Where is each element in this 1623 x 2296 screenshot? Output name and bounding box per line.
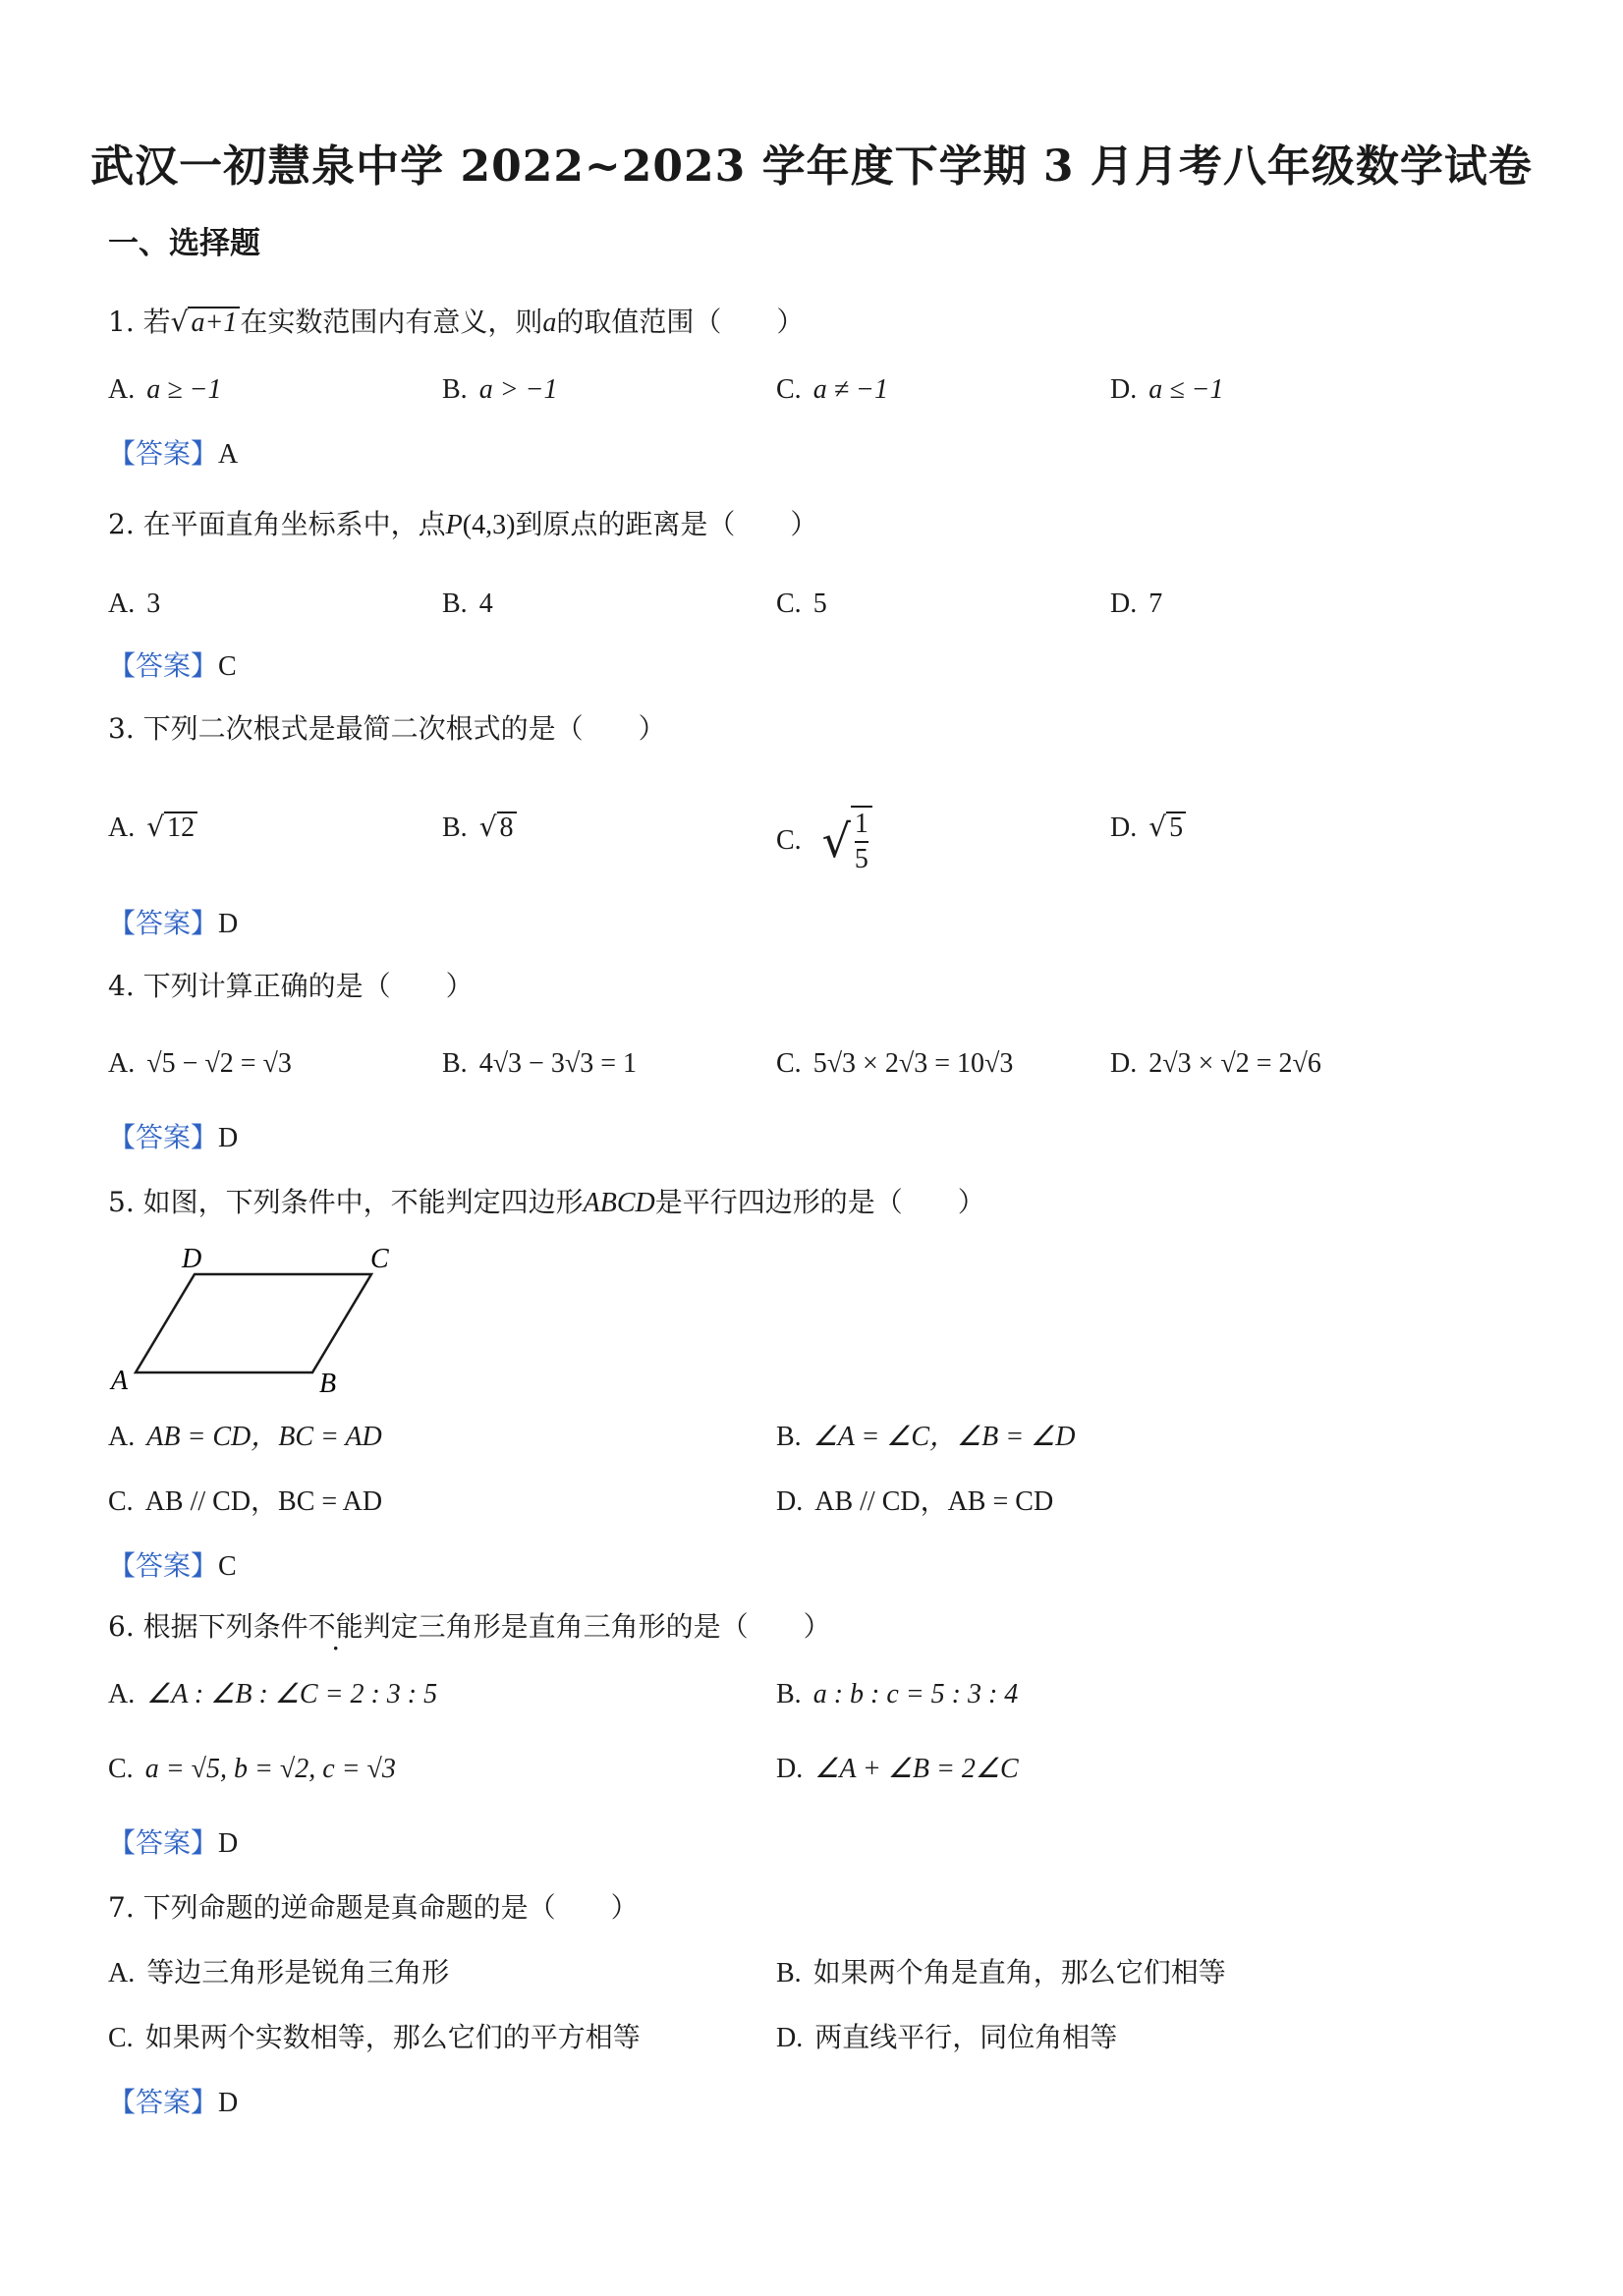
question-number: 6. (108, 1610, 135, 1643)
q5-option-d: D. AB // CD，AB = CD (776, 1486, 1054, 1517)
question-3: 3. 下列二次根式是最简二次根式的是（ ） (108, 712, 666, 745)
q2-option-a: A. 3 (108, 588, 161, 619)
q1-option-c: C. a ≠ −1 (776, 374, 888, 405)
q3-option-d: D. √ 5 (1110, 806, 1186, 850)
question-text: 若 (142, 306, 171, 338)
q2-answer: 【答案】C (108, 649, 237, 682)
q4-option-b: B. 4√3 − 3√3 = 1 (442, 1048, 638, 1079)
q6-answer: 【答案】D (108, 1826, 239, 1859)
q7-option-c: C. 如果两个实数相等，那么它们的平方相等 (108, 2021, 641, 2053)
q7-option-b: B. 如果两个角是直角，那么它们相等 (776, 1956, 1226, 1988)
question-number: 1. (108, 306, 135, 338)
q2-option-b: B. 4 (442, 588, 493, 619)
q4-answer: 【答案】D (108, 1121, 239, 1153)
q5-option-a: A. AB = CD，BC = AD (108, 1422, 382, 1452)
vertex-label-b: B (319, 1369, 337, 1397)
q6-option-d: D. ∠A + ∠B = 2∠C (776, 1754, 1019, 1784)
q1-answer: 【答案】A (108, 437, 239, 470)
q2-option-c: C. 5 (776, 588, 827, 619)
page-title: 武汉一初慧泉中学 2022~2023 学年度下学期 3 月月考八年级数学试卷 (90, 141, 1533, 192)
question-number: 7. (108, 1891, 135, 1924)
emphasis-text: 不能 (308, 1610, 364, 1643)
vertex-label-d: D (182, 1244, 202, 1274)
q6-option-b: B. a : b : c = 5 : 3 : 4 (776, 1679, 1019, 1709)
question-text: 的取值范围（ ） (556, 306, 805, 338)
question-4: 4. 下列计算正确的是（ ） (108, 970, 474, 1002)
question-number: 5. (108, 1186, 135, 1218)
q6-option-c: C. a = √5, b = √2, c = √3 (108, 1754, 396, 1784)
q1-option-b: B. a > −1 (442, 374, 558, 405)
q1-option-a: A. a ≥ −1 (108, 374, 222, 405)
radicand: a+1 (188, 307, 240, 339)
question-text: 在实数范围内有意义，则 (240, 306, 543, 338)
q7-option-a: A. 等边三角形是锐角三角形 (108, 1956, 450, 1988)
radical-sign: √ (170, 306, 189, 338)
q6-option-a: A. ∠A : ∠B : ∠C = 2 : 3 : 5 (108, 1679, 438, 1709)
q5-option-b: B. ∠A = ∠C，∠B = ∠D (776, 1422, 1076, 1452)
question-5: 5. 如图，下列条件中，不能判定四边形ABCD是平行四边形的是（ ） (108, 1186, 985, 1218)
q5-option-c: C. AB // CD，BC = AD (108, 1486, 383, 1517)
q5-answer: 【答案】C (108, 1549, 237, 1582)
q4-option-d: D. 2√3 × √2 = 2√6 (1110, 1048, 1321, 1079)
q2-option-d: D. 7 (1110, 588, 1163, 619)
fraction: $\frac{1}{5}$ (851, 806, 872, 876)
q3-option-a: A. √ 12 (108, 806, 197, 850)
question-1 (108, 303, 804, 343)
parallelogram-figure (103, 1240, 418, 1397)
question-number: 3. (108, 712, 135, 745)
vertex-label-a: A (111, 1366, 129, 1396)
vertex-label-c: C (370, 1244, 389, 1274)
question-2: 2. 在平面直角坐标系中，点P(4,3)到原点的距离是（ ） (108, 508, 818, 540)
q7-answer: 【答案】D (108, 2086, 239, 2118)
q3-answer: 【答案】D (108, 907, 239, 939)
question-number: 4. (108, 970, 135, 1002)
section-heading-choice: 一、选择题 (108, 226, 260, 261)
q3-option-b: B. √ 8 (442, 806, 517, 850)
q3-option-c: C. √ $\frac{1}{5}$ (776, 806, 872, 876)
parallelogram-shape (136, 1274, 371, 1372)
question-7: 7. 下列命题的逆命题是真命题的是（ ） (108, 1891, 639, 1924)
q4-option-a: A. √5 − √2 = √3 (108, 1048, 292, 1079)
question-6: 6. 根据下列条件不能判定三角形是直角三角形的是（ ） (108, 1610, 831, 1643)
question-number: 2. (108, 508, 135, 540)
q7-option-d: D. 两直线平行，同位角相等 (776, 2021, 1118, 2053)
q1-option-d: D. a ≤ −1 (1110, 374, 1224, 405)
variable: a (542, 308, 557, 338)
q4-option-c: C. 5√3 × 2√3 = 10√3 (776, 1048, 1014, 1079)
